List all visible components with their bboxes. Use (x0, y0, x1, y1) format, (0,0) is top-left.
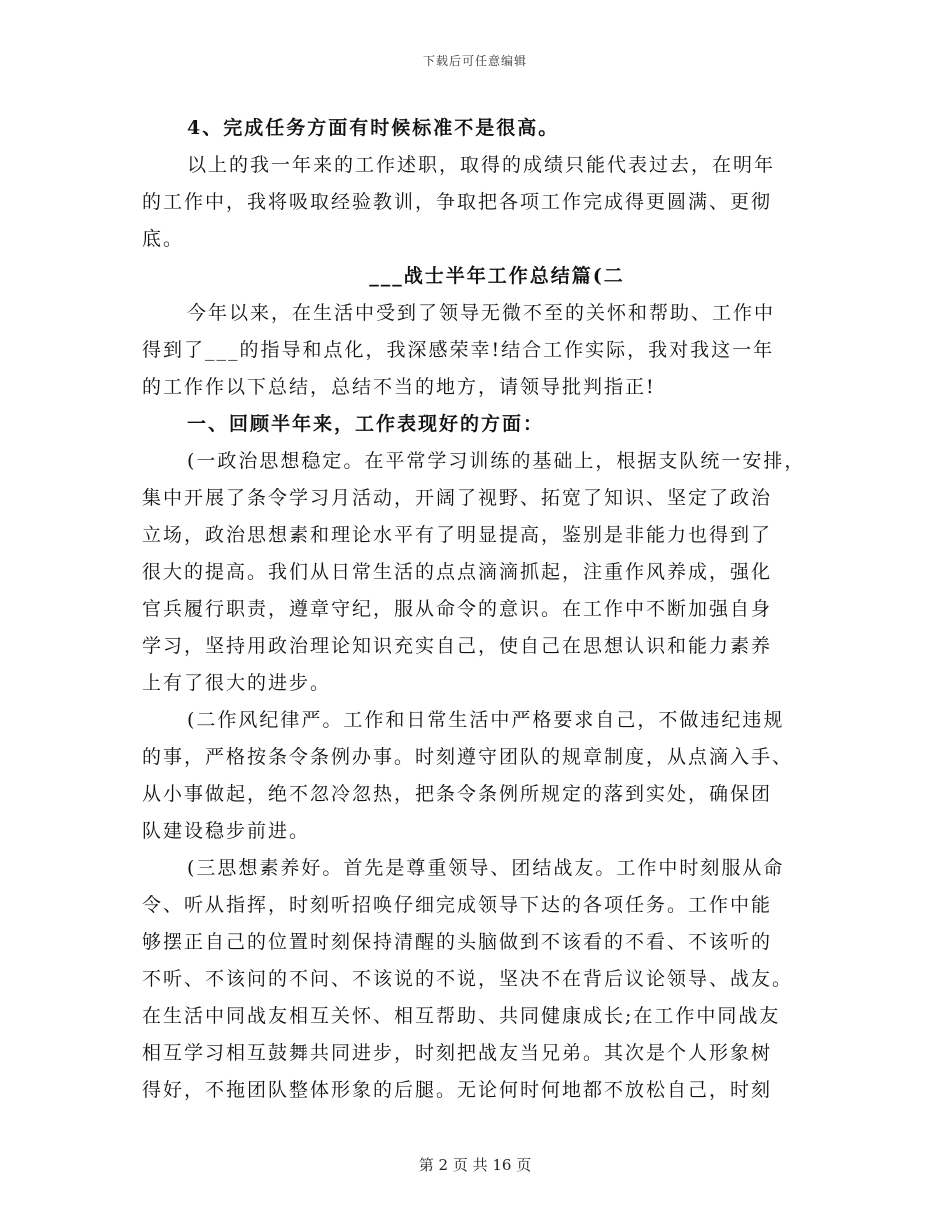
text-line: 立场，政治思想素和理论水平有了明显提高，鉴别是非能力也得到了 (142, 524, 773, 546)
page-header-note: 下载后可任意编辑 (422, 54, 527, 68)
text-line: 以上的我一年来的工作述职，取得的成绩只能代表过去，在明年 (187, 154, 776, 176)
text-line: 集中开展了条令学习月活动，开阔了视野、拓宽了知识、坚定了政治 (142, 487, 773, 509)
text-line: 学习，坚持用政治理论知识充实自己，使自己在思想认识和能力素养 (142, 635, 773, 657)
text-line: 队建设稳步前进。 (142, 820, 311, 842)
document-body (142, 110, 812, 1109)
section-heading: 一、回顾半年来，工作表现好的方面： (187, 413, 545, 435)
text-line: (三思想素养好。首先是尊重领导、团结战友。工作中时刻服从命 (187, 857, 785, 879)
page-number-footer: 第 2 页 共 16 页 (418, 1156, 532, 1174)
text-line: 不听、不该问的不问、不该说的不说，坚决不在背后议论领导、战友。 (142, 968, 794, 990)
text-line: 从小事做起，绝不忽冷忽热，把条令条例所规定的落到实处，确保团 (142, 783, 773, 805)
text-line: 够摆正自己的位置时刻保持清醒的头脑做到不该看的不看、不该听的 (142, 931, 773, 953)
text-line: 今年以来，在生活中受到了领导无微不至的关怀和帮助、工作中 (187, 302, 776, 324)
section-title: ___战士半年工作总结篇(二 (369, 265, 625, 287)
text-line: 的事，严格按条令条例办事。时刻遵守团队的规章制度，从点滴入手、 (142, 746, 794, 768)
text-line: (二作风纪律严。工作和日常生活中严格要求自己，不做违纪违规 (187, 709, 785, 731)
text-line: 令、听从指挥，时刻听招唤仔细完成领导下达的各项任务。工作中能 (142, 894, 773, 916)
text-line: 相互学习相互鼓舞共同进步，时刻把战友当兄弟。其次是个人形象树 (142, 1042, 773, 1064)
text-line: 的工作作以下总结，总结不当的地方，请领导批判指正! (142, 376, 656, 398)
text-line: 的工作中，我将吸取经验教训，争取把各项工作完成得更圆满、更彻 (142, 191, 773, 213)
text-line: 在生活中同战友相互关怀、相互帮助、共同健康成长;在工作中同战友 (142, 1005, 781, 1027)
text-line: 很大的提高。我们从日常生活的点点滴滴抓起，注重作风养成，强化 (142, 561, 773, 583)
text-line: 上有了很大的进步。 (142, 672, 332, 694)
text-line: 得好，不拖团队整体形象的后腿。无论何时何地都不放松自己，时刻 (142, 1079, 773, 1101)
text-line: 官兵履行职责，遵章守纪，服从命令的意识。在工作中不断加强自身 (142, 598, 773, 620)
text-line: 得到了___的指导和点化，我深感荣幸!结合工作实际，我对我这一年 (142, 339, 775, 361)
text-line: 底。 (142, 228, 185, 250)
text-line: 4、完成任务方面有时候标准不是很高。 (187, 117, 560, 139)
text-line: (一政治思想稳定。在平常学习训练的基础上，根据支队统一安排， (187, 450, 806, 472)
